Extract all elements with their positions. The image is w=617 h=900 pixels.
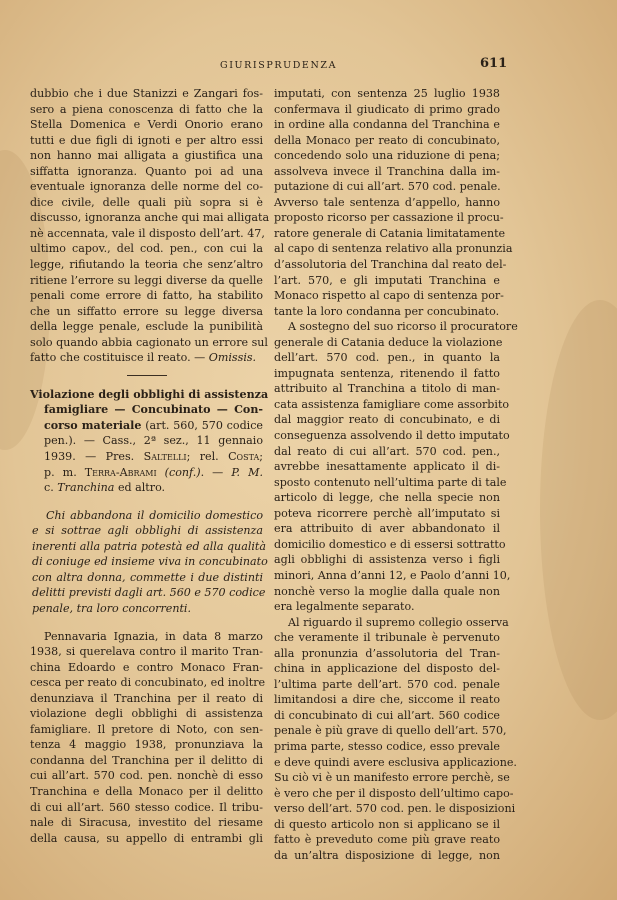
text-line: generale di Catania deduce la violazione <box>274 335 503 349</box>
text-line: eventuale ignoranza delle norme del co- <box>30 180 263 194</box>
text-line: attribuito al Tranchina a titolo di man- <box>274 382 500 396</box>
text-line: limitandosi a dire che, siccome il reato <box>274 693 500 707</box>
text-line: domicilio domestico e di essersi sottratto <box>274 537 506 551</box>
text-line: siffatta ignoranza. Quanto poi ad una <box>30 164 263 178</box>
text-line: impugnata sentenza, ritenendo il fatto <box>274 366 500 380</box>
text-line: è vero che per il disposto dell’ultimo capo- <box>274 786 514 800</box>
heading-line <box>30 465 263 481</box>
text-line: dice civile, delle quali più sopra si è <box>30 195 263 209</box>
text-line: assolveva invece il Tranchina dalla im- <box>274 164 500 178</box>
text-line: di questo articolo non si applicano se il <box>274 817 500 831</box>
text-line: conseguenza assolvendo il detto imputato <box>274 429 510 443</box>
text-line: minori, Anna d’anni 12, e Paolo d’anni 10, <box>274 568 511 582</box>
maxim-line: di coniuge ed insieme viva in concubinato <box>32 555 268 569</box>
text-line: verso dell’art. 570 cod. pen. le disposizioni <box>274 802 516 816</box>
text-line: agli obblighi di assistenza verso i figli <box>274 553 500 567</box>
text-line: di concubinato di cui all’art. 560 codice <box>274 708 500 722</box>
text-line: tante la loro condanna per concubinato. <box>274 304 500 318</box>
text-line: era attribuito di aver abbandonato il <box>274 522 500 536</box>
paragraph-prosecutor <box>274 319 518 614</box>
heading-subject: corso materiale <box>44 418 142 432</box>
text-line: imputati, con sentenza 25 luglio 1938 <box>274 87 500 100</box>
text-line: condanna del Tranchina per il delitto di <box>30 753 263 767</box>
prosecutor-name: Terra-Abrami <box>84 465 157 479</box>
text-line: sposto contenuto nell’ultima parte di tale <box>274 475 507 489</box>
text-line: d’assolutoria del Tranchina dal reato del- <box>274 258 507 272</box>
paper-stain <box>540 300 617 720</box>
left-column <box>30 86 270 846</box>
maxim-line: delitti previsti dagli art. 560 e 570 codice <box>32 586 266 600</box>
omissis-note: Omissis. <box>208 351 257 365</box>
text-line: discusso, ignoranza anche qui mai alligata <box>30 211 270 225</box>
text-line: nale di Siracusa, investito del riesame <box>30 816 263 830</box>
text-line: 1938, si querelava contro il marito Tran- <box>30 645 263 659</box>
paragraph-facts <box>30 629 266 847</box>
right-column <box>274 86 518 863</box>
text-line: Pennavaria Ignazia, in data 8 marzo <box>44 629 263 643</box>
maxim-line: e si sottrae agli obblighi di assistenza <box>32 524 263 538</box>
text-line: alla pronunzia d’assolutoria del Tran- <box>274 646 500 660</box>
heading-line <box>30 418 263 434</box>
text-line: dal maggior reato di concubinato, e di <box>274 413 500 427</box>
text-line: l’ultima parte dell’art. 570 cod. penale <box>274 677 500 691</box>
text-line: sero a piena conoscenza di fatto che la <box>30 102 263 116</box>
conf-note: (conf.) <box>164 465 201 479</box>
text-line: cesca per reato di concubinato, ed inoltre <box>30 676 266 690</box>
text-line: famigliare. Il pretore di Noto, con sen- <box>30 722 263 736</box>
heading-line <box>30 449 263 465</box>
text-line: proposto ricorso per cassazione il procu- <box>274 211 504 225</box>
text-line: della causa, su appello di entrambi gli <box>30 831 263 845</box>
text-line: articolo di legge, che nella specie non <box>274 491 500 505</box>
text-run: ; <box>259 450 264 464</box>
text-line: china Edoardo e contro Monaco Fran- <box>30 660 263 674</box>
text-line: cata assistenza famigliare come assorbito <box>274 397 510 411</box>
paragraph-ignorance <box>30 86 270 366</box>
text-line: della Monaco per reato di concubinato, <box>274 133 500 147</box>
text-line: tenza 4 maggio 1938, pronunziava la <box>30 738 263 752</box>
section-divider <box>127 375 167 376</box>
heading-line <box>30 480 263 496</box>
page-header <box>0 56 617 76</box>
text-line: prima parte, stesso codice, esso prevale <box>274 739 500 753</box>
text-line: china in applicazione del disposto del- <box>274 662 500 676</box>
text-line: putazione di cui all’art. 570 cod. penale. <box>274 180 501 194</box>
text-line: Monaco rispetto al capo di sentenza por- <box>274 289 504 303</box>
text-line: cui all’art. 570 cod. pen. nonchè di esso <box>30 769 263 783</box>
text-line: confermava il giudicato di primo grado <box>274 102 500 116</box>
text-run: c. <box>44 481 58 495</box>
text-line: della legge penale, esclude la punibilità <box>30 320 263 334</box>
text-line: dubbio che i due Stanizzi e Zangari fos- <box>30 87 263 100</box>
text-line: l’art. 570, e gli imputati Tranchina e <box>274 273 500 287</box>
text-run: . — <box>200 465 232 479</box>
maxim-line: con altra donna, commette i due distinti <box>32 570 263 584</box>
text-run: ed altro. <box>114 481 166 495</box>
text-line: dell’art. 570 cod. pen., in quanto la <box>274 351 500 365</box>
text-line: Tranchina e della Monaco per il delitto <box>30 784 263 798</box>
text-line: al capo di sentenza relativo alla pronunzia <box>274 242 513 256</box>
paragraph-court-reasoning <box>274 615 517 864</box>
text-line: Stella Domenica e Verdi Onorio erano <box>30 118 263 132</box>
running-title: GIURISPRUDENZA <box>220 60 338 71</box>
text-line: tutti e due figli di ignoti e per altro essi <box>30 133 263 147</box>
heading-articles: (art. 560, 570 codice <box>141 418 263 432</box>
case-heading <box>30 387 269 496</box>
text-line: dal reato di cui all’art. 570 cod. pen., <box>274 444 500 458</box>
text-line: in ordine alla condanna del Tranchina e <box>274 118 500 132</box>
text-run: 1939. — Pres. <box>44 450 144 464</box>
text-run: ; rel. <box>186 450 229 464</box>
text-line: solo quando abbia cagionato un errore sul <box>30 335 268 349</box>
text-line: ritiene l’errore su leggi diverse da quelle <box>30 273 263 287</box>
text-line: Al riguardo il supremo collegio osserva <box>288 615 509 629</box>
text-line: concedendo solo una riduzione di pena; <box>274 149 500 163</box>
parties: P. M. <box>231 465 263 479</box>
text-line: Avverso tale sentenza d’appello, hanno <box>274 195 500 209</box>
text-line: avrebbe inesattamente applicato il di- <box>274 460 500 474</box>
text-line: penale è più grave di quello dell’art. 570, <box>274 724 507 738</box>
heading-line <box>30 402 263 418</box>
heading-subject: famigliare — Concubinato — Con- <box>44 403 263 417</box>
text-line: era legalmente separato. <box>274 600 415 614</box>
text-line: che veramente il tribunale è pervenuto <box>274 631 500 645</box>
text-line: ultimo capov., del cod. pen., con cui la <box>30 242 263 256</box>
text-line: legge, rifiutando la teoria che senz’altro <box>30 258 263 272</box>
paragraph-appeal <box>274 86 513 319</box>
heading-subject: Violazione degli obblighi di assistenza <box>30 387 269 401</box>
text-line: penali come errore di fatto, ha stabilito <box>30 289 263 303</box>
text-line: poteva ricorrere perchè all’imputato si <box>274 506 500 520</box>
legal-maxim <box>30 508 268 617</box>
text-line: nè accennata, vale il disposto dell’art. 47, <box>30 226 265 240</box>
text-line: Su ciò vi è un manifesto errore perchè, se <box>274 771 510 785</box>
page-number: 611 <box>480 56 508 71</box>
text-line: violazione degli obblighi di assistenza <box>30 707 263 721</box>
text-line: non hanno mai alligata a giustifica una <box>30 149 263 163</box>
text-line: fatto è preveduto come più grave reato <box>274 833 500 847</box>
maxim-line: Chi abbandona il domicilio domestico <box>46 508 263 522</box>
president-name: Saltelli <box>143 450 187 464</box>
text-line <box>30 350 263 366</box>
maxim-line: inerenti alla patria potestà ed alla qualità <box>32 539 266 553</box>
text-line: A sostegno del suo ricorso il procuratore <box>288 320 518 334</box>
text-run: p. m. <box>44 465 85 479</box>
maxim-line: penale, tra loro concorrenti. <box>32 601 192 615</box>
text-run: fatto che costituisce il reato. — <box>30 351 206 365</box>
heading-line: pen.). — Cass., 2ª sez., 11 gennaio <box>44 434 263 448</box>
rapporteur-name: Costa <box>228 450 260 464</box>
text-line: che un siffatto errore su legge diversa <box>30 304 263 318</box>
heading-line <box>30 387 269 403</box>
text-line: denunziava il Tranchina per il reato di <box>30 691 263 705</box>
text-line: nonchè verso la moglie dalla quale non <box>274 584 500 598</box>
text-line: ratore generale di Catania limitatamente <box>274 226 506 240</box>
text-line: e deve quindi avere esclusiva applicazione. <box>274 755 517 769</box>
text-line: da un’altra disposizione di legge, non <box>274 848 500 862</box>
text-line: di cui all’art. 560 stesso codice. Il tribu- <box>30 800 263 814</box>
defendant-name: Tranchina <box>57 481 115 495</box>
